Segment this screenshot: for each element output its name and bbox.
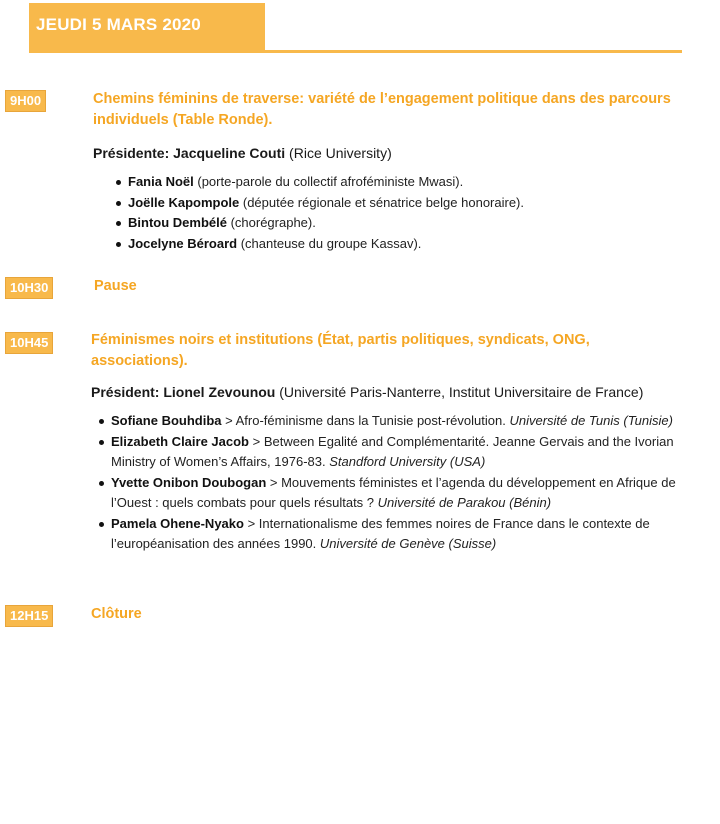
speaker-name: Sofiane Bouhdiba <box>111 413 222 428</box>
session-title-pause: Pause <box>94 278 137 294</box>
speaker-name: Yvette Onibon Doubogan <box>111 474 267 490</box>
time-badge-9h00: 9H00 <box>5 90 46 112</box>
speaker-affiliation: Université de Parakou (Bénin) <box>377 495 552 510</box>
list-item <box>97 473 707 514</box>
speaker-detail: > Internationalisme des femmes noires de France dans le contexte de l’européanisation des années 1990. <box>111 515 650 551</box>
speaker-name: Jocelyne Béroard <box>128 235 238 251</box>
header-underline <box>29 50 682 53</box>
session-title-1: Chemins féminins de traverse: variété de l’engagement politique dans des parcours individuels (Table Ronde). <box>93 91 671 128</box>
speaker-name: Bintou Dembélé <box>128 215 227 230</box>
speaker-name: Joëlle Kapompole <box>128 194 240 210</box>
session-title-3: Féminismes noirs et institutions (État, partis politiques, syndicats, ONG, associations). <box>91 332 590 369</box>
speaker-detail: (porte-parole du collectif afroféministe Mwasi). <box>193 174 464 189</box>
session-1-chair <box>93 144 392 162</box>
date-header-title: JEUDI 5 MARS 2020 <box>36 15 201 34</box>
speaker-name: Elizabeth Claire Jacob <box>111 433 249 449</box>
time-badge-12h15: 12H15 <box>5 605 53 627</box>
list-item <box>97 514 707 555</box>
list-item <box>114 213 694 234</box>
session-1-speakers <box>114 172 694 254</box>
session-title-closing: Clôture <box>91 606 142 622</box>
list-item <box>114 172 694 193</box>
speaker-affiliation: Université de Genève (Suisse) <box>319 536 497 551</box>
session-3-speakers <box>97 411 707 555</box>
speaker-detail: > Mouvements féministes et l’agenda du développement en Afrique de l’Ouest : quels combats pour quels résultats ? <box>111 474 676 510</box>
speaker-affiliation: Standford University (USA) <box>329 454 486 469</box>
list-item <box>114 193 694 214</box>
speaker-affiliation: Université de Tunis (Tunisie) <box>509 413 673 428</box>
speaker-detail: (chanteuse du groupe Kassav). <box>237 235 422 251</box>
speaker-name: Pamela Ohene-Nyako <box>111 515 244 531</box>
speaker-name: Fania Noël <box>128 174 194 189</box>
speaker-detail: > Between Egalité and Complémentarité. Jeanne Gervais and the Ivorian Ministry of Women’s Affairs, 1976-83. <box>111 433 674 469</box>
speaker-detail: (chorégraphe). <box>226 215 316 230</box>
chair-name: Présidente: Jacqueline Couti <box>93 145 286 161</box>
speaker-detail: > Afro-féminisme dans la Tunisie post-révolution. <box>221 413 510 428</box>
chair-detail: (Rice University) <box>285 145 392 161</box>
chair-name: Président: Lionel Zevounou <box>91 384 276 400</box>
session-3-chair <box>91 383 643 401</box>
time-badge-10h45: 10H45 <box>5 332 53 354</box>
list-item <box>114 234 694 255</box>
speaker-detail: (députée régionale et sénatrice belge honoraire). <box>239 194 524 210</box>
list-item <box>97 411 707 432</box>
chair-detail: (Université Paris-Nanterre, Institut Universitaire de France) <box>275 384 644 400</box>
time-badge-10h30: 10H30 <box>5 277 53 299</box>
list-item <box>97 432 707 473</box>
